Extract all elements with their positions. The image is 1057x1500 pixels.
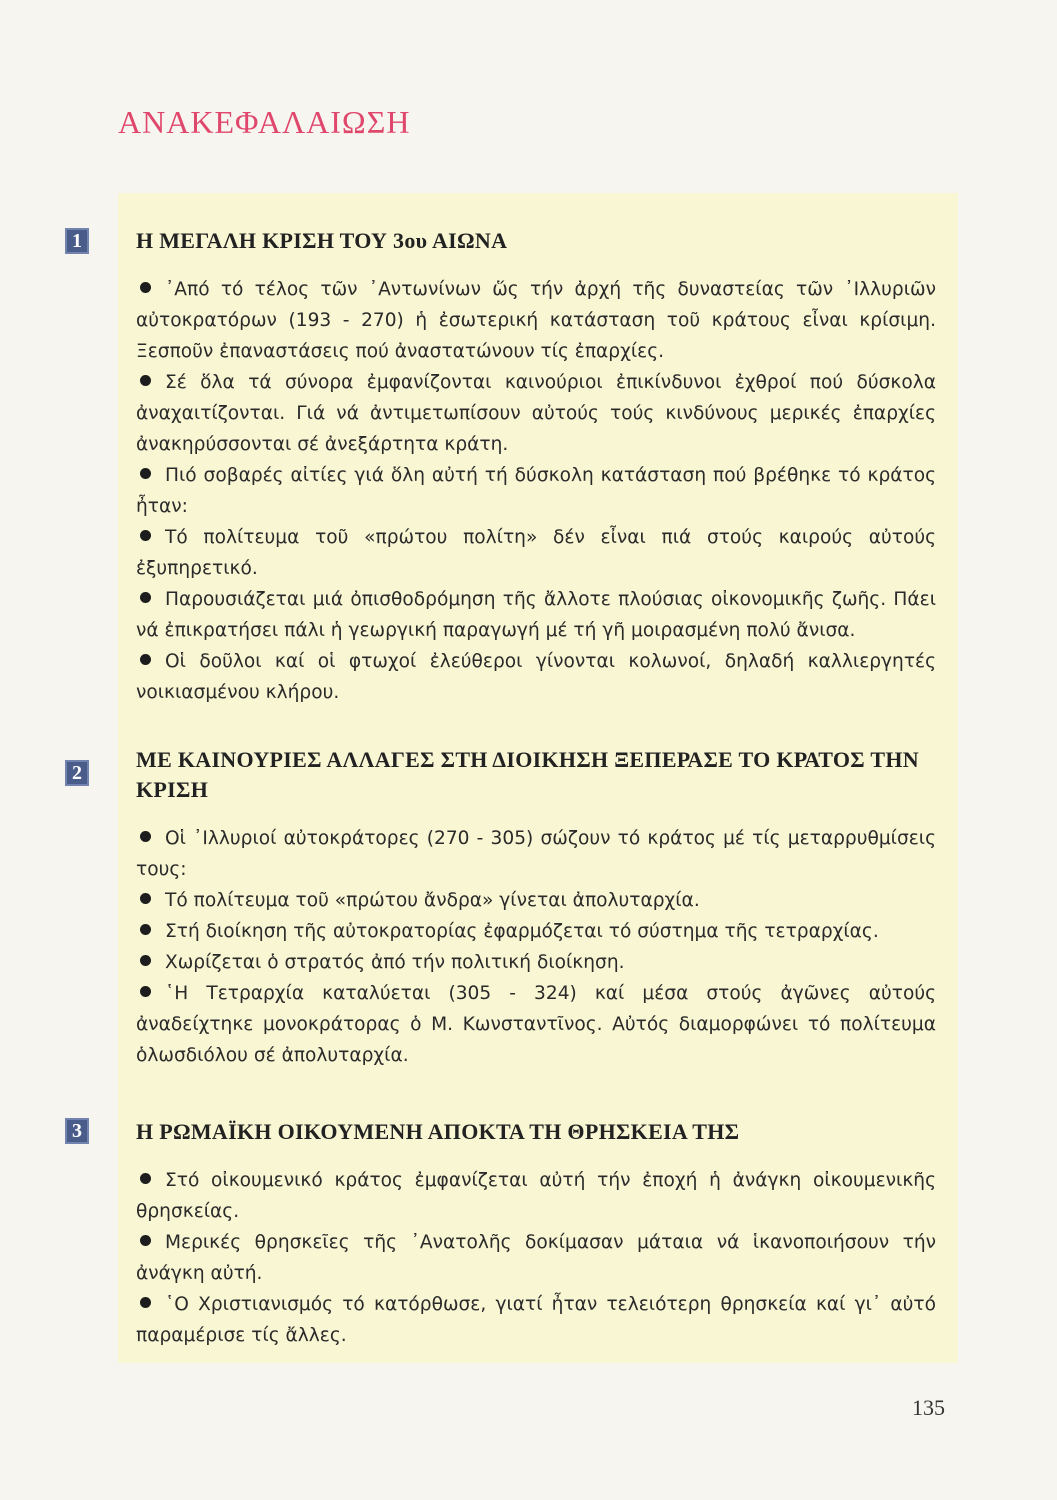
list-item: Παρουσιάζεται μιά ὀπισθοδρόμηση τῆς ἄλλοτε πλούσιας οἰκονομικῆς ζωῆς. Πάει νά ἐπικρατήσει πάλι ἡ γεωργική παραγωγή μέ τή γῆ μοιρασμένη πολύ ἄνισα.	[136, 589, 936, 641]
list-item: Στή διοίκηση τῆς αὐτοκρατορίας ἐφαρμόζεται τό σύστημα τῆς τετραρχίας.	[136, 916, 936, 947]
list-item: Σέ ὅλα τά σύνορα ἐμφανίζονται καινούριοι ἐπικίνδυνοι ἐχθροί πού δύσκολα ἀναχαιτίζονται. Γιά νά ἀντιμετωπίσουν αὐτούς τούς κινδύνους μερικές ἐπαρχίες ἀνακηρύσσονται σέ ἀνεξάρτητα κράτη.	[136, 372, 936, 455]
list-item: Οἱ δοῦλοι καί οἱ φτωχοί ἐλεύθεροι γίνονται κολωνοί, δηλαδή καλλιεργητές νοικιασμένου κλήρου.	[136, 651, 936, 703]
section-heading: Η ΜΕΓΑΛΗ ΚΡΙΣΗ ΤΟΥ 3ου ΑΙΩΝΑ	[136, 228, 508, 253]
bullet-icon	[140, 654, 151, 665]
bullet-icon	[140, 1297, 151, 1308]
bullet-icon	[140, 592, 151, 603]
section-number-badge: 1	[65, 228, 89, 254]
list-item: ῾Η Τετραρχία καταλύεται (305 - 324) καί μέσα στούς ἀγῶνες αὐτούς ἀναδείχτηκε μονοκράτορας ὁ Μ. Κωνσταντῖνος. Αὐτός διαμορφώνει τό πολίτευμα ὁλωσδιόλου σέ ἀπολυταρχία.	[136, 983, 936, 1066]
list-item: Πιό σοβαρές αἰτίες γιά ὅλη αὐτή τή δύσκολη κατάσταση πού βρέθηκε τό κράτος ἦταν:	[136, 465, 936, 517]
page-title: ΑΝΑΚΕΦΑΛΑΙΩΣΗ	[118, 104, 411, 140]
section-heading: Η ΡΩΜΑΪΚΗ ΟΙΚΟΥΜΕΝΗ ΑΠΟΚΤΑ ΤΗ ΘΡΗΣΚΕΙΑ ΤΗΣ	[136, 1119, 740, 1144]
bullet-icon	[140, 955, 151, 966]
section-heading: ΜΕ ΚΑΙΝΟΥΡΙΕΣ ΑΛΛΑΓΕΣ ΣΤΗ ΔΙΟΙΚΗΣΗ ΞΕΠΕΡΑΣΕ ΤΟ ΚΡΑΤΟΣ ΤΗΝ ΚΡΙΣΗ	[136, 747, 919, 802]
bullet-icon	[140, 1235, 151, 1246]
list-item: Χωρίζεται ὁ στρατός ἀπό τήν πολιτική διοίκηση.	[136, 947, 936, 978]
list-item: ᾿Από τό τέλος τῶν ᾿Αντωνίνων ὥς τήν ἀρχή τῆς δυναστείας τῶν ᾿Ιλλυριῶν αὐτοκρατόρων (193 - 270) ἡ ἐσωτερική κατάσταση τοῦ κράτους εἶναι κρίσιμη. Ξεσποῦν ἐπαναστάσεις πού ἀναστατώνουν τίς ἐπαρχίες.	[136, 279, 936, 362]
list-item: Οἱ ᾿Ιλλυριοί αὐτοκράτορες (270 - 305) σώζουν τό κράτος μέ τίς μεταρρυθμίσεις τους:	[136, 828, 936, 880]
bullet-icon	[140, 375, 151, 386]
section-1	[136, 226, 936, 708]
bullet-icon	[140, 893, 151, 904]
bullet-list	[136, 274, 936, 708]
list-item: Μερικές θρησκεῖες τῆς ᾿Ανατολῆς δοκίμασαν μάταια νά ἱκανοποιήσουν τήν ἀνάγκη αὐτή.	[136, 1232, 936, 1284]
page-number: 135	[912, 1395, 945, 1420]
bullet-icon	[140, 530, 151, 541]
bullet-icon	[140, 1173, 151, 1184]
section-2	[136, 745, 936, 1071]
list-item: ῾Ο Χριστιανισμός τό κατόρθωσε, γιατί ἦταν τελειότερη θρησκεία καί γι᾿ αὐτό παραμέρισε τίς ἄλλες.	[136, 1294, 936, 1346]
section-3	[136, 1117, 936, 1351]
section-number-badge: 2	[65, 760, 89, 786]
bullet-icon	[140, 468, 151, 479]
bullet-icon	[140, 831, 151, 842]
list-item: Στό οἰκουμενικό κράτος ἐμφανίζεται αὐτή τήν ἐποχή ἡ ἀνάγκη οἰκουμενικῆς θρησκείας.	[136, 1170, 936, 1222]
bullet-icon	[140, 924, 151, 935]
list-item: Τό πολίτευμα τοῦ «πρώτου πολίτη» δέν εἶναι πιά στούς καιρούς αὐτούς ἐξυπηρετικό.	[136, 527, 936, 579]
bullet-list	[136, 1165, 936, 1351]
bullet-list	[136, 823, 936, 1071]
section-number-badge: 3	[65, 1118, 89, 1144]
bullet-icon	[140, 282, 151, 293]
list-item: Τό πολίτευμα τοῦ «πρώτου ἄνδρα» γίνεται ἀπολυταρχία.	[136, 885, 936, 916]
bullet-icon	[140, 986, 151, 997]
